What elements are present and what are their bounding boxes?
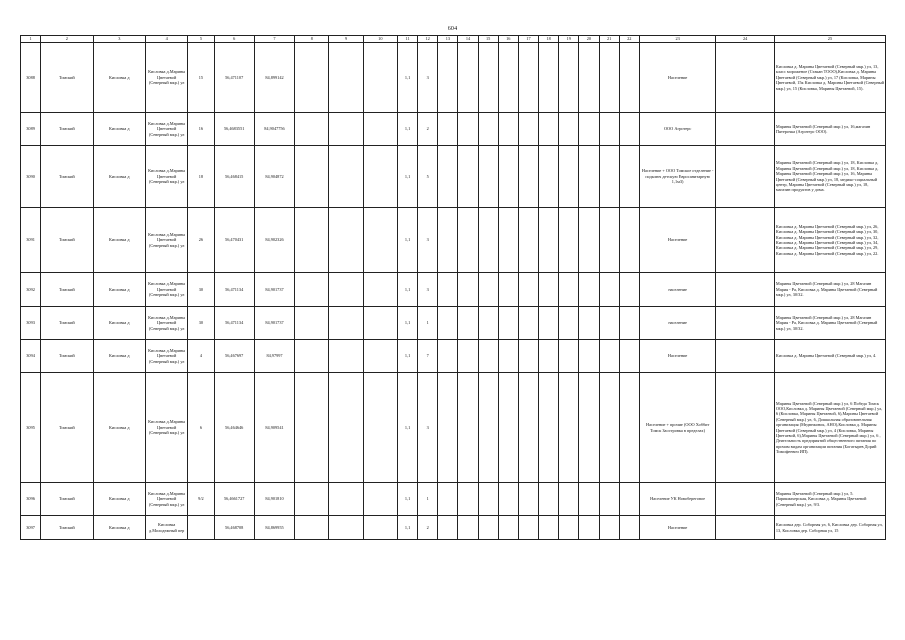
table-row	[21, 273, 886, 307]
header-cell: 3	[93, 36, 145, 43]
table-row	[21, 340, 886, 373]
table-cell	[599, 483, 619, 516]
table-cell	[438, 146, 458, 208]
table-cell: 3	[418, 273, 438, 307]
table-cell: 84,97997	[254, 340, 294, 373]
table-cell	[559, 373, 579, 483]
table-cell	[329, 516, 363, 540]
table-cell	[438, 340, 458, 373]
table-cell: Кисловка д.Марины Цветаевой (Северный мкр.) ул	[146, 307, 188, 340]
table-cell	[363, 146, 397, 208]
table-cell	[599, 340, 619, 373]
table-cell	[579, 516, 599, 540]
registry-table	[20, 35, 886, 540]
table-cell: 1,1	[397, 340, 417, 373]
table-cell: 1,1	[397, 373, 417, 483]
table-cell: Кисловка д	[93, 208, 145, 273]
table-cell: 84,869955	[254, 516, 294, 540]
table-cell	[458, 208, 478, 273]
table-cell	[599, 146, 619, 208]
table-cell	[438, 516, 458, 540]
table-cell: 26	[188, 208, 214, 273]
table-cell: Кисловка д.Марины Цветаевой (Северный мкр.) ул	[146, 340, 188, 373]
table-cell	[478, 483, 498, 516]
table-cell	[478, 146, 498, 208]
table-cell: 56,464646	[214, 373, 254, 483]
table-cell	[579, 43, 599, 113]
header-cell: 21	[599, 36, 619, 43]
table-cell	[579, 340, 599, 373]
table-cell	[539, 373, 559, 483]
header-cell: 8	[295, 36, 329, 43]
table-cell	[539, 307, 559, 340]
table-cell	[518, 273, 538, 307]
table-cell	[539, 208, 559, 273]
header-cell: 16	[498, 36, 518, 43]
header-cell: 4	[146, 36, 188, 43]
table-cell: 5	[418, 146, 438, 208]
table-cell	[518, 208, 538, 273]
table-cell	[518, 43, 538, 113]
table-cell	[559, 307, 579, 340]
page-number: 604	[447, 26, 458, 32]
table-cell	[363, 273, 397, 307]
table-cell	[498, 273, 518, 307]
table-cell	[599, 113, 619, 146]
table-cell	[438, 307, 458, 340]
table-cell: Население	[639, 516, 716, 540]
table-cell	[579, 273, 599, 307]
table-cell	[295, 373, 329, 483]
table-cell: Население + прочие (ООО Хоббит Томск Заостровка в пределах)	[639, 373, 716, 483]
table-cell: Кисловка д.Марины Цветаевой (Северный мкр.) ул	[146, 373, 188, 483]
table-cell: население	[639, 307, 716, 340]
table-cell: Население + ООО Томское отделение - подключ детскую Евросанитарную 1,1м3)	[639, 146, 716, 208]
table-cell	[363, 483, 397, 516]
table-cell: Кисловка д	[93, 113, 145, 146]
table-cell	[559, 483, 579, 516]
table-cell	[478, 43, 498, 113]
table-cell	[329, 340, 363, 373]
table-cell	[458, 146, 478, 208]
table-cell	[295, 307, 329, 340]
table-cell: Кисловка д	[93, 146, 145, 208]
table-cell: 84,904872	[254, 146, 294, 208]
table-cell	[295, 273, 329, 307]
table-cell	[716, 483, 774, 516]
table-cell: 56,471134	[214, 307, 254, 340]
table-cell	[518, 516, 538, 540]
table-cell: Кисловка д.Марины Цветаевой (Северный мкр.) ул	[146, 273, 188, 307]
table-cell: 15	[188, 43, 214, 113]
table-cell	[295, 340, 329, 373]
table-cell: 56,4683551	[214, 113, 254, 146]
table-cell	[716, 307, 774, 340]
table-cell: 4	[188, 340, 214, 373]
table-cell	[539, 340, 559, 373]
header-cell: 12	[418, 36, 438, 43]
table-cell	[295, 483, 329, 516]
table-cell	[438, 273, 458, 307]
table-cell: Томский	[41, 307, 93, 340]
table-cell: Кисловка д	[93, 273, 145, 307]
table-cell: 1,1	[397, 273, 417, 307]
table-cell: 3096	[21, 483, 41, 516]
table-row	[21, 516, 886, 540]
table-cell: Кисловка д	[93, 483, 145, 516]
table-cell: Кисловка д	[93, 373, 145, 483]
table-cell: Томский	[41, 113, 93, 146]
header-cell: 20	[579, 36, 599, 43]
header-cell: 15	[478, 36, 498, 43]
header-cell: 25	[774, 36, 885, 43]
table-cell	[363, 373, 397, 483]
table-cell	[599, 307, 619, 340]
table-cell	[478, 208, 498, 273]
table-cell: Кисловка д.Марины Цветаевой (Северный мкр.) ул	[146, 146, 188, 208]
header-cell: 6	[214, 36, 254, 43]
table-cell	[518, 307, 538, 340]
table-cell	[619, 373, 639, 483]
table-cell	[518, 113, 538, 146]
table-row	[21, 483, 886, 516]
table-cell	[599, 208, 619, 273]
table-cell	[716, 340, 774, 373]
table-cell	[295, 43, 329, 113]
table-cell	[498, 208, 518, 273]
table-cell	[539, 146, 559, 208]
table-cell	[363, 208, 397, 273]
table-cell	[579, 113, 599, 146]
table-cell: 56,470431	[214, 208, 254, 273]
table-cell	[716, 516, 774, 540]
table-cell	[559, 340, 579, 373]
table-cell	[716, 373, 774, 483]
table-cell	[498, 340, 518, 373]
table-cell	[478, 113, 498, 146]
table-cell: 1,1	[397, 483, 417, 516]
table-cell	[716, 113, 774, 146]
table-cell: 3091	[21, 208, 41, 273]
header-cell: 17	[518, 36, 538, 43]
table-cell: 84,901737	[254, 273, 294, 307]
table-cell	[363, 340, 397, 373]
table-cell: 3094	[21, 340, 41, 373]
table-cell: 84,901737	[254, 307, 294, 340]
table-cell: Кисловка д.Марины Цветаевой (Северный мкр.) ул	[146, 483, 188, 516]
table-cell	[329, 307, 363, 340]
table-cell	[478, 516, 498, 540]
table-cell	[363, 307, 397, 340]
table-cell	[295, 113, 329, 146]
table-cell: 1	[418, 307, 438, 340]
table-cell	[438, 483, 458, 516]
table-cell: Кисловка д. Марины Цветаевой (Северный мкр.) ул, 26, Кисловка д. Марины Цветаевой (Северный мкр.) ул, 30, Кисловка д. Марины Цветаевой (Северный мкр.) ул, 32, Кисловка д. Марины Цветаевой (Северный мкр.) ул, 34, Кисловка д. Марины Цветаевой (Северный мкр.) ул, 29, Кисловка д. Марины Цветаевой (Северный мкр.) ул, 22.	[774, 208, 885, 273]
table-cell	[716, 273, 774, 307]
table-cell: 1,1	[397, 113, 417, 146]
table-cell	[619, 340, 639, 373]
table-cell	[599, 373, 619, 483]
table-cell	[579, 483, 599, 516]
table-cell	[539, 483, 559, 516]
header-cell: 23	[639, 36, 716, 43]
table-cell	[295, 516, 329, 540]
table-cell	[498, 146, 518, 208]
table-cell: Кисловка д. Марины Цветаевой (Северный мкр.) ул, 13, класс мороженое (Стакан ТООО),Кисловка д. Марины Цветаевой (Северный мкр.) ул, 17 (Кисловка, Марины Цветаевой, 15к Кисловка д. Марины Цветаевой (Северный мкр.) ул, 15 (Кисловка, Марины Цветаевой, 15).	[774, 43, 885, 113]
table-cell	[518, 373, 538, 483]
table-cell: Томский	[41, 208, 93, 273]
table-cell: 30	[188, 307, 214, 340]
table-row	[21, 307, 886, 340]
table-cell: 3088	[21, 43, 41, 113]
table-cell: 84,9047756	[254, 113, 294, 146]
table-cell	[559, 273, 579, 307]
table-cell: 1	[418, 483, 438, 516]
table-cell: население	[639, 273, 716, 307]
table-cell: 1,1	[397, 43, 417, 113]
table-cell	[619, 43, 639, 113]
table-row	[21, 208, 886, 273]
table-row	[21, 43, 886, 113]
table-cell: 84,901810	[254, 483, 294, 516]
table-cell	[579, 307, 599, 340]
table-cell: Марины Цветаевой (Северный мкр.) ул, 16,магазин Пятерочка (Агротерс ООО).	[774, 113, 885, 146]
table-cell	[559, 43, 579, 113]
header-cell: 7	[254, 36, 294, 43]
table-cell: 1,1	[397, 307, 417, 340]
table-cell	[599, 273, 619, 307]
table-cell	[539, 516, 559, 540]
table-cell: Марины Цветаевой (Северный мкр.) ул, 5. Парикмахерская, Кисловка д. Марины Цветаевой (Северный мкр.) ул, 9/3.	[774, 483, 885, 516]
table-cell	[619, 483, 639, 516]
table-cell	[539, 43, 559, 113]
table-cell: 56,4661727	[214, 483, 254, 516]
table-cell: 3097	[21, 516, 41, 540]
table-cell	[458, 307, 478, 340]
table-cell: Кисловка д.Марины Цветаевой (Северный мкр.) ул	[146, 208, 188, 273]
table-cell: Население	[639, 208, 716, 273]
table-cell	[438, 113, 458, 146]
table-cell: Кисловка д	[93, 340, 145, 373]
header-cell: 9	[329, 36, 363, 43]
table-cell: Кисловка д	[93, 516, 145, 540]
table-cell: Марины Цветаевой (Северный мкр.) ул, 28 Магазин Мария - Ра, Кисловка д. Марины Цветаевой (Северный мкр.) ул, 30/32.	[774, 273, 885, 307]
table-cell	[458, 113, 478, 146]
table-cell	[458, 516, 478, 540]
table-cell	[619, 208, 639, 273]
header-cell: 10	[363, 36, 397, 43]
table-cell: Марины Цветаевой (Северный мкр.) ул, 28 Магазин Мария - Ра, Кисловка д. Марины Цветаевой (Северный мкр.) ул, 30/32.	[774, 307, 885, 340]
table-cell	[619, 516, 639, 540]
table-cell: 3	[418, 373, 438, 483]
table-cell	[458, 273, 478, 307]
table-cell	[363, 516, 397, 540]
table-cell	[539, 113, 559, 146]
table-cell	[363, 113, 397, 146]
table-cell	[478, 340, 498, 373]
table-cell: 1,1	[397, 208, 417, 273]
header-cell: 14	[458, 36, 478, 43]
table-cell: 1,1	[397, 516, 417, 540]
header-cell: 11	[397, 36, 417, 43]
table-cell	[438, 208, 458, 273]
table-cell	[518, 340, 538, 373]
table-cell: 30	[188, 273, 214, 307]
table-cell	[478, 273, 498, 307]
table-cell: 84,902326	[254, 208, 294, 273]
table-cell: Томский	[41, 373, 93, 483]
table-cell	[498, 307, 518, 340]
table-cell	[295, 208, 329, 273]
header-cell: 18	[539, 36, 559, 43]
table-row	[21, 113, 886, 146]
table-cell	[329, 113, 363, 146]
table-cell: 3	[418, 208, 438, 273]
table-cell: Марины Цветаевой (Северный мкр.) ул, 6 Победа Томск ООО,Кисловка д. Марины Цветаевой (Северный мкр.) ул, 6 (Кисловка, Марины Цветаевой, 6),Марины Цветаевой (Северный мкр.) ул, 6, Дошкольная образовательная организация (Медвежонок, АНО),Кисловка д. Марины Цветаевой (Северный мкр.) ул, 4 (Кисловка, Марины Цветаевой, 6),Марины Цветаевой (Северный мкр.) ул, 6 , Деятельность предприятий общественного питания по прочим видам организации питания (Богатырев Дорий Тимофеевич ИП).	[774, 373, 885, 483]
table-cell: Население	[639, 43, 716, 113]
header-cell: 13	[438, 36, 458, 43]
table-row	[21, 146, 886, 208]
table-cell	[619, 307, 639, 340]
table-cell	[329, 208, 363, 273]
table-cell: 2	[418, 113, 438, 146]
header-cell: 1	[21, 36, 41, 43]
table-cell	[579, 146, 599, 208]
table-cell: Кисловка д	[93, 43, 145, 113]
table-cell	[579, 208, 599, 273]
table-cell: 18	[188, 146, 214, 208]
table-cell: Томский	[41, 146, 93, 208]
table-cell: Томский	[41, 43, 93, 113]
table-cell	[498, 483, 518, 516]
table-cell	[458, 340, 478, 373]
table-cell	[188, 516, 214, 540]
table-cell: 16	[188, 113, 214, 146]
table-cell: 3089	[21, 113, 41, 146]
table-cell: 6	[188, 373, 214, 483]
table-cell: 84,909541	[254, 373, 294, 483]
table-cell	[599, 516, 619, 540]
table-cell: 56,468415	[214, 146, 254, 208]
table-cell	[295, 146, 329, 208]
table-cell: 3090	[21, 146, 41, 208]
table-cell: 2	[418, 516, 438, 540]
table-cell	[329, 483, 363, 516]
table-cell	[329, 273, 363, 307]
table-cell	[458, 483, 478, 516]
table-cell: Кисловка дер. Соборная ул, 6, Кисловка дер. Соборная ул, 13, Кисловка дер. Соборная ул, 15	[774, 516, 885, 540]
table-cell	[458, 373, 478, 483]
table-cell: 3093	[21, 307, 41, 340]
table-cell	[579, 373, 599, 483]
table-cell	[559, 146, 579, 208]
table-cell: 56,471107	[214, 43, 254, 113]
table-cell: Кисловка д.Марины Цветаевой (Северный мкр.) ул	[146, 113, 188, 146]
table-cell	[619, 146, 639, 208]
table-cell	[599, 43, 619, 113]
table-cell: 56,468708	[214, 516, 254, 540]
header-cell: 24	[716, 36, 774, 43]
table-cell	[498, 373, 518, 483]
table-cell: 3092	[21, 273, 41, 307]
table-cell	[438, 43, 458, 113]
table-cell	[518, 146, 538, 208]
table-cell: 84,899142	[254, 43, 294, 113]
table-cell: 56,471134	[214, 273, 254, 307]
table-cell: Томский	[41, 483, 93, 516]
table-cell	[559, 516, 579, 540]
table-cell: Томский	[41, 516, 93, 540]
table-cell	[329, 146, 363, 208]
table-cell	[498, 43, 518, 113]
table-cell	[458, 43, 478, 113]
table-cell	[329, 43, 363, 113]
header-cell: 19	[559, 36, 579, 43]
table-cell	[716, 43, 774, 113]
table-cell: ООО Агротерс	[639, 113, 716, 146]
table-cell: 1,1	[397, 146, 417, 208]
table-cell: Кисловка д.Молодежный пер	[146, 516, 188, 540]
table-cell: 3095	[21, 373, 41, 483]
table-cell	[716, 146, 774, 208]
table-cell	[478, 307, 498, 340]
header-cell: 5	[188, 36, 214, 43]
table-cell: Население УК Новобереговое	[639, 483, 716, 516]
table-row	[21, 373, 886, 483]
table-cell	[329, 373, 363, 483]
table-cell	[438, 373, 458, 483]
table-cell: 9/2	[188, 483, 214, 516]
header-cell: 22	[619, 36, 639, 43]
table-cell: Томский	[41, 340, 93, 373]
table-cell	[619, 113, 639, 146]
table-cell: 3	[418, 43, 438, 113]
table-cell	[619, 273, 639, 307]
table-cell: Население	[639, 340, 716, 373]
table-cell	[559, 208, 579, 273]
table-cell: Кисловка д. Марины Цветаевой (Северный мкр.) ул, 4.	[774, 340, 885, 373]
table-cell	[518, 483, 538, 516]
table-cell: Кисловка д	[93, 307, 145, 340]
table-cell	[478, 373, 498, 483]
header-row	[21, 36, 886, 43]
table-cell: 7	[418, 340, 438, 373]
table-cell: 56,467697	[214, 340, 254, 373]
table-cell	[716, 208, 774, 273]
table-cell	[498, 113, 518, 146]
table-cell: Томский	[41, 273, 93, 307]
table-cell: Марины Цветаевой (Северный мкр.) ул, 18, Кисловка д. Марины Цветаевой (Северный мкр.) ул, 18, Кисловка д. Марины Цветаевой (Северный мкр.) ул, 16, Марины Цветаевой (Северный мкр.) ул, 18, медико-социальный центр, Марины Цветаевой (Северный мкр.) ул, 18, магазин продуктов у дома.	[774, 146, 885, 208]
table-cell	[559, 113, 579, 146]
table-cell: Кисловка д.Марины Цветаевой (Северный мкр.) ул	[146, 43, 188, 113]
table-cell	[498, 516, 518, 540]
table-cell	[363, 43, 397, 113]
header-cell: 2	[41, 36, 93, 43]
table-cell	[539, 273, 559, 307]
